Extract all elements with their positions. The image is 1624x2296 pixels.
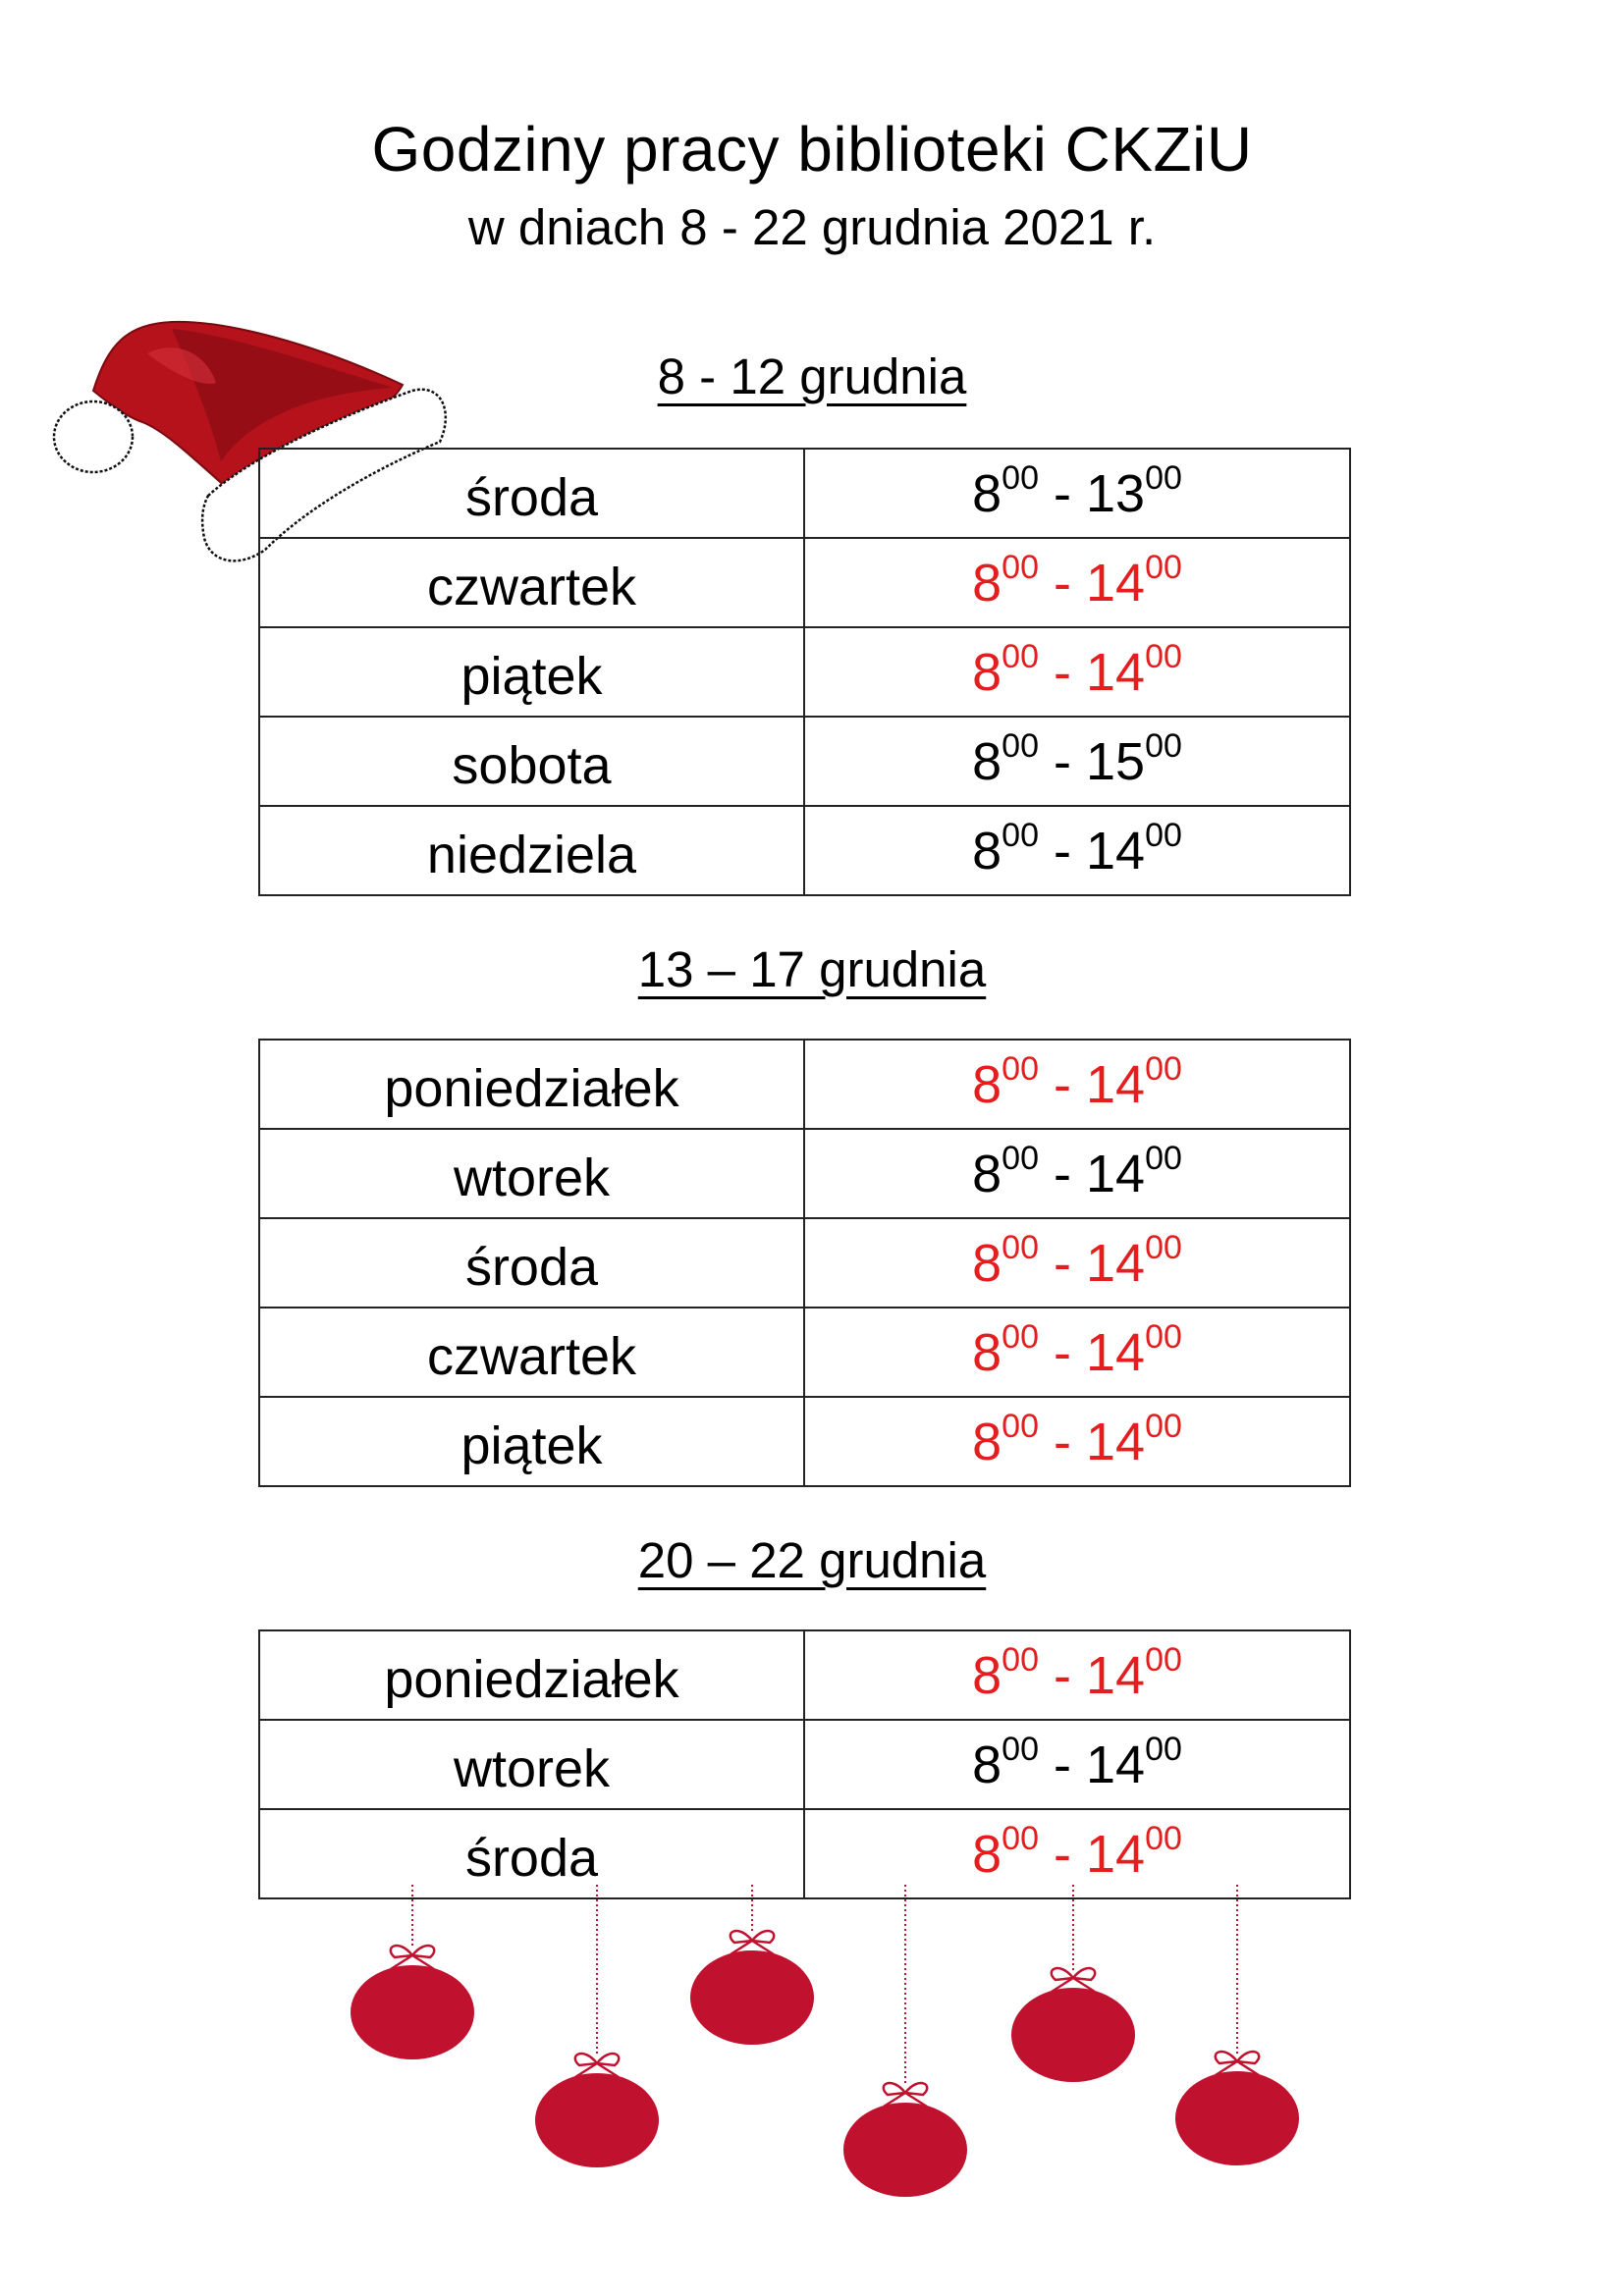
bauble-ball — [351, 1965, 474, 2059]
page-subtitle: w dniach 8 - 22 grudnia 2021 r. — [467, 199, 1157, 255]
day-cell: niedziela — [259, 806, 804, 895]
hours-from: 8 — [972, 1144, 1002, 1203]
hours-separator: - — [1038, 642, 1086, 702]
hours-to-minutes: 00 — [1145, 1407, 1182, 1445]
hours-from-minutes: 00 — [1001, 1228, 1039, 1266]
hours-from-minutes: 00 — [1001, 1640, 1039, 1679]
hours-to-minutes: 00 — [1145, 1139, 1182, 1177]
hours-to: 14 — [1085, 1412, 1146, 1471]
hours-from-minutes: 00 — [1001, 816, 1039, 854]
day-cell: sobota — [259, 717, 804, 806]
hours-to: 14 — [1085, 1233, 1146, 1293]
hours-from-minutes: 00 — [1001, 1407, 1039, 1445]
hours-to-minutes: 00 — [1145, 1049, 1182, 1088]
hours-separator: - — [1038, 821, 1086, 881]
hours-to: 14 — [1085, 553, 1146, 613]
hours-from: 8 — [972, 1322, 1002, 1382]
hours-to: 14 — [1085, 1322, 1146, 1382]
day-cell: piątek — [259, 1397, 804, 1486]
hours-from: 8 — [972, 1412, 1002, 1471]
hours-separator: - — [1038, 1322, 1086, 1382]
hours-to: 14 — [1085, 1054, 1146, 1114]
hours-to: 14 — [1085, 1824, 1146, 1884]
hours-to: 14 — [1085, 1645, 1146, 1705]
bauble-ball — [690, 1950, 814, 2045]
hours-from-minutes: 00 — [1001, 1730, 1039, 1768]
day-cell: wtorek — [259, 1129, 804, 1218]
hours-separator: - — [1038, 731, 1086, 791]
hours-separator: - — [1038, 1054, 1086, 1114]
day-cell: wtorek — [259, 1720, 804, 1809]
hours-to-minutes: 00 — [1145, 637, 1182, 675]
hours-separator: - — [1038, 1645, 1086, 1705]
hours-separator: - — [1038, 1735, 1086, 1794]
day-cell: środa — [259, 1218, 804, 1308]
hours-to: 14 — [1085, 1144, 1146, 1203]
hours-from: 8 — [972, 1054, 1002, 1114]
hours-to-minutes: 00 — [1145, 1640, 1182, 1679]
hours-to-minutes: 00 — [1145, 1819, 1182, 1857]
hours-separator: - — [1038, 1824, 1086, 1884]
hours-separator: - — [1038, 463, 1086, 523]
hours-to: 14 — [1085, 1735, 1146, 1794]
hours-from: 8 — [972, 1735, 1002, 1794]
hours-from-minutes: 00 — [1001, 1049, 1039, 1088]
hours-to-minutes: 00 — [1145, 1730, 1182, 1768]
hours-to-minutes: 00 — [1145, 548, 1182, 586]
day-cell: piątek — [259, 627, 804, 717]
hours-from: 8 — [972, 821, 1002, 881]
section-heading-3-text: 20 – 22 grudnia — [637, 1532, 987, 1588]
hours-to: 14 — [1085, 642, 1146, 702]
hours-from-minutes: 00 — [1001, 726, 1039, 765]
hours-to-minutes: 00 — [1145, 816, 1182, 854]
day-cell: środa — [259, 449, 804, 538]
hours-from: 8 — [972, 553, 1002, 613]
hours-to-minutes: 00 — [1145, 458, 1182, 497]
day-cell: czwartek — [259, 538, 804, 627]
hours-separator: - — [1038, 1144, 1086, 1203]
bauble-ball — [1011, 1988, 1135, 2082]
bauble-ball — [843, 2103, 967, 2197]
day-cell: czwartek — [259, 1308, 804, 1397]
hours-separator: - — [1038, 1412, 1086, 1471]
hours-from: 8 — [972, 1233, 1002, 1293]
day-cell: poniedziałek — [259, 1630, 804, 1720]
hours-from: 8 — [972, 731, 1002, 791]
hours-from: 8 — [972, 1824, 1002, 1884]
hours-separator: - — [1038, 553, 1086, 613]
hours-to-minutes: 00 — [1145, 1228, 1182, 1266]
hours-from: 8 — [972, 642, 1002, 702]
hours-from: 8 — [972, 1645, 1002, 1705]
hours-to-minutes: 00 — [1145, 1317, 1182, 1356]
hours-from-minutes: 00 — [1001, 1819, 1039, 1857]
hours-from: 8 — [972, 463, 1002, 523]
day-cell: poniedziałek — [259, 1040, 804, 1129]
page-title: Godziny pracy biblioteki CKZiU — [371, 114, 1253, 185]
hours-from-minutes: 00 — [1001, 548, 1039, 586]
section-heading-1-text: 8 - 12 grudnia — [657, 348, 967, 404]
bauble-ball — [535, 2073, 659, 2167]
day-cell: środa — [259, 1809, 804, 1898]
hours-to-minutes: 00 — [1145, 726, 1182, 765]
hours-from-minutes: 00 — [1001, 637, 1039, 675]
hours-from-minutes: 00 — [1001, 458, 1039, 497]
hours-from-minutes: 00 — [1001, 1317, 1039, 1356]
hours-to: 13 — [1085, 463, 1146, 523]
hours-to: 14 — [1085, 821, 1146, 881]
hours-separator: - — [1038, 1233, 1086, 1293]
hours-from-minutes: 00 — [1001, 1139, 1039, 1177]
section-heading-2-text: 13 – 17 grudnia — [637, 941, 987, 997]
hours-to: 15 — [1085, 731, 1146, 791]
bauble-ball — [1175, 2071, 1299, 2165]
